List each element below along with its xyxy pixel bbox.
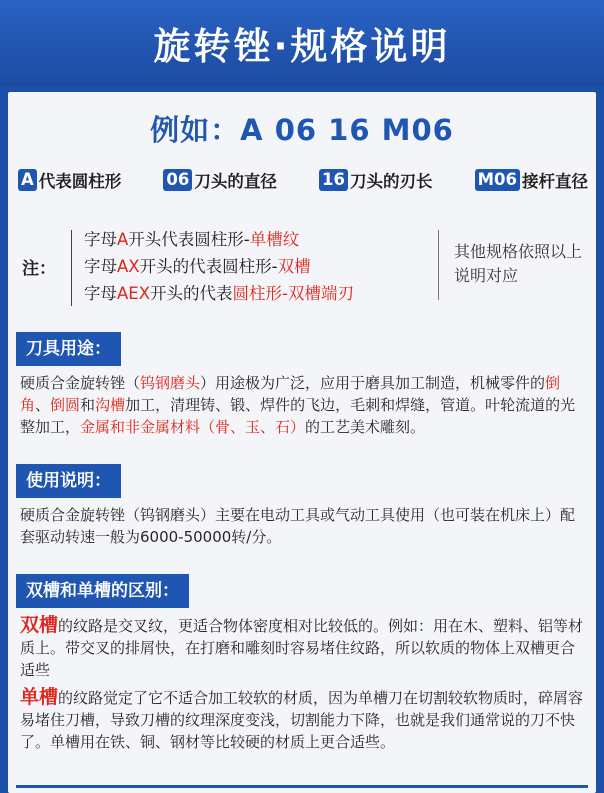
example-code: 例如：A 06 16 M06 <box>150 113 454 147</box>
page-title: 旋转锉·规格说明 <box>0 0 604 86</box>
double-groove-desc: 的纹路是交叉纹，更适合物体密度相对比较低的。例如：用在木、塑料、铝等材质上。带交叉的排屑快，在打磨和雕刻时容易堵住纹路，所以软质的物体上双槽更合适些 <box>20 617 584 679</box>
usage-text: 和 <box>80 396 96 414</box>
section-single-groove-text <box>20 686 586 753</box>
note-highlight: 单槽纹 <box>249 230 300 249</box>
single-groove-label: 单槽 <box>20 686 59 708</box>
section-usage-title: 刀具用途： <box>16 332 121 366</box>
note-code: A <box>117 230 129 249</box>
note-line <box>84 226 354 253</box>
usage-text: ）用途极为广泛，应用于磨具加工制造，机械零件的 <box>200 374 546 392</box>
note-divider <box>438 230 439 300</box>
note-code: AX <box>117 257 140 276</box>
usage-text: 硬质合金旋转锉（ <box>20 374 141 392</box>
note-text: 开头代表圆柱形- <box>128 230 250 249</box>
usage-highlight: 倒角 <box>20 374 561 414</box>
note-label: 注： <box>22 259 56 279</box>
usage-highlight: 金属和非金属材料（骨、玉、石） <box>80 418 306 436</box>
note-code: AEX <box>117 284 151 303</box>
note-block <box>8 216 596 320</box>
bottom-divider <box>16 785 588 788</box>
legend-badge: A <box>18 169 37 191</box>
usage-highlight: 沟槽 <box>95 396 126 414</box>
section-usage-text <box>20 372 586 438</box>
note-text: 字母 <box>84 230 117 249</box>
note-line <box>84 280 354 307</box>
note-line <box>84 253 354 280</box>
legend-text: 刀头的直径 <box>194 172 277 191</box>
note-highlight: 圆柱形-双槽端刃 <box>232 284 354 303</box>
usage-text: 加工，清理铸、锻、焊件的飞边，毛刺和焊缝，管道。叶轮流道的光整加工， <box>20 396 576 436</box>
legend-item-length <box>319 168 432 192</box>
legend-item-diameter <box>163 168 276 192</box>
legend-text: 代表圆柱形 <box>38 172 122 191</box>
single-groove-desc: 的纹路觉定了它不适合加工较软的材质，因为单槽刀在切割较软物质时，碎屑容易堵住刀槽，导致刀槽的纹理深度变浅，切割能力下降，也就是我们通常说的刀不快了。单槽用在铁、铜、钢材等比较硬的材质上更合适些。 <box>20 689 584 751</box>
note-side-text: 其他规格依照以上说明对应 <box>454 242 583 285</box>
code-legend <box>18 168 588 192</box>
note-text: 字母 <box>84 284 117 303</box>
note-highlight: 双槽 <box>277 257 311 276</box>
legend-item-shape <box>18 168 121 192</box>
usage-highlight: 倒圆 <box>50 396 81 414</box>
section-instructions-text: 硬质合金旋转锉（钨钢磨头）主要在电动工具或气动工具使用（也可装在机床上）配套驱动转速一般为6000-50000转/分。 <box>20 506 576 546</box>
spec-panel <box>8 92 596 793</box>
double-groove-label: 双槽 <box>20 614 59 636</box>
legend-badge: 06 <box>163 169 192 191</box>
usage-text: 、 <box>35 396 51 414</box>
legend-badge: 16 <box>319 169 348 191</box>
note-text: 开头的代表圆柱形- <box>139 257 278 276</box>
section-double-groove-text <box>20 614 586 681</box>
note-text: 开头的代表 <box>150 284 233 303</box>
legend-text: 刀头的刃长 <box>349 172 433 191</box>
section-difference-title: 双槽和单槽的区别： <box>16 574 189 608</box>
legend-item-shank <box>475 168 588 192</box>
note-text: 字母 <box>84 257 117 276</box>
note-bracket <box>71 230 72 306</box>
section-instructions-title: 使用说明： <box>16 464 121 498</box>
usage-text: 的工艺美术雕刻。 <box>305 418 426 436</box>
note-lines <box>84 226 354 307</box>
legend-badge: M06 <box>475 169 520 191</box>
legend-text: 接杆直径 <box>521 172 588 191</box>
usage-highlight: 钨钢磨头 <box>140 374 201 392</box>
